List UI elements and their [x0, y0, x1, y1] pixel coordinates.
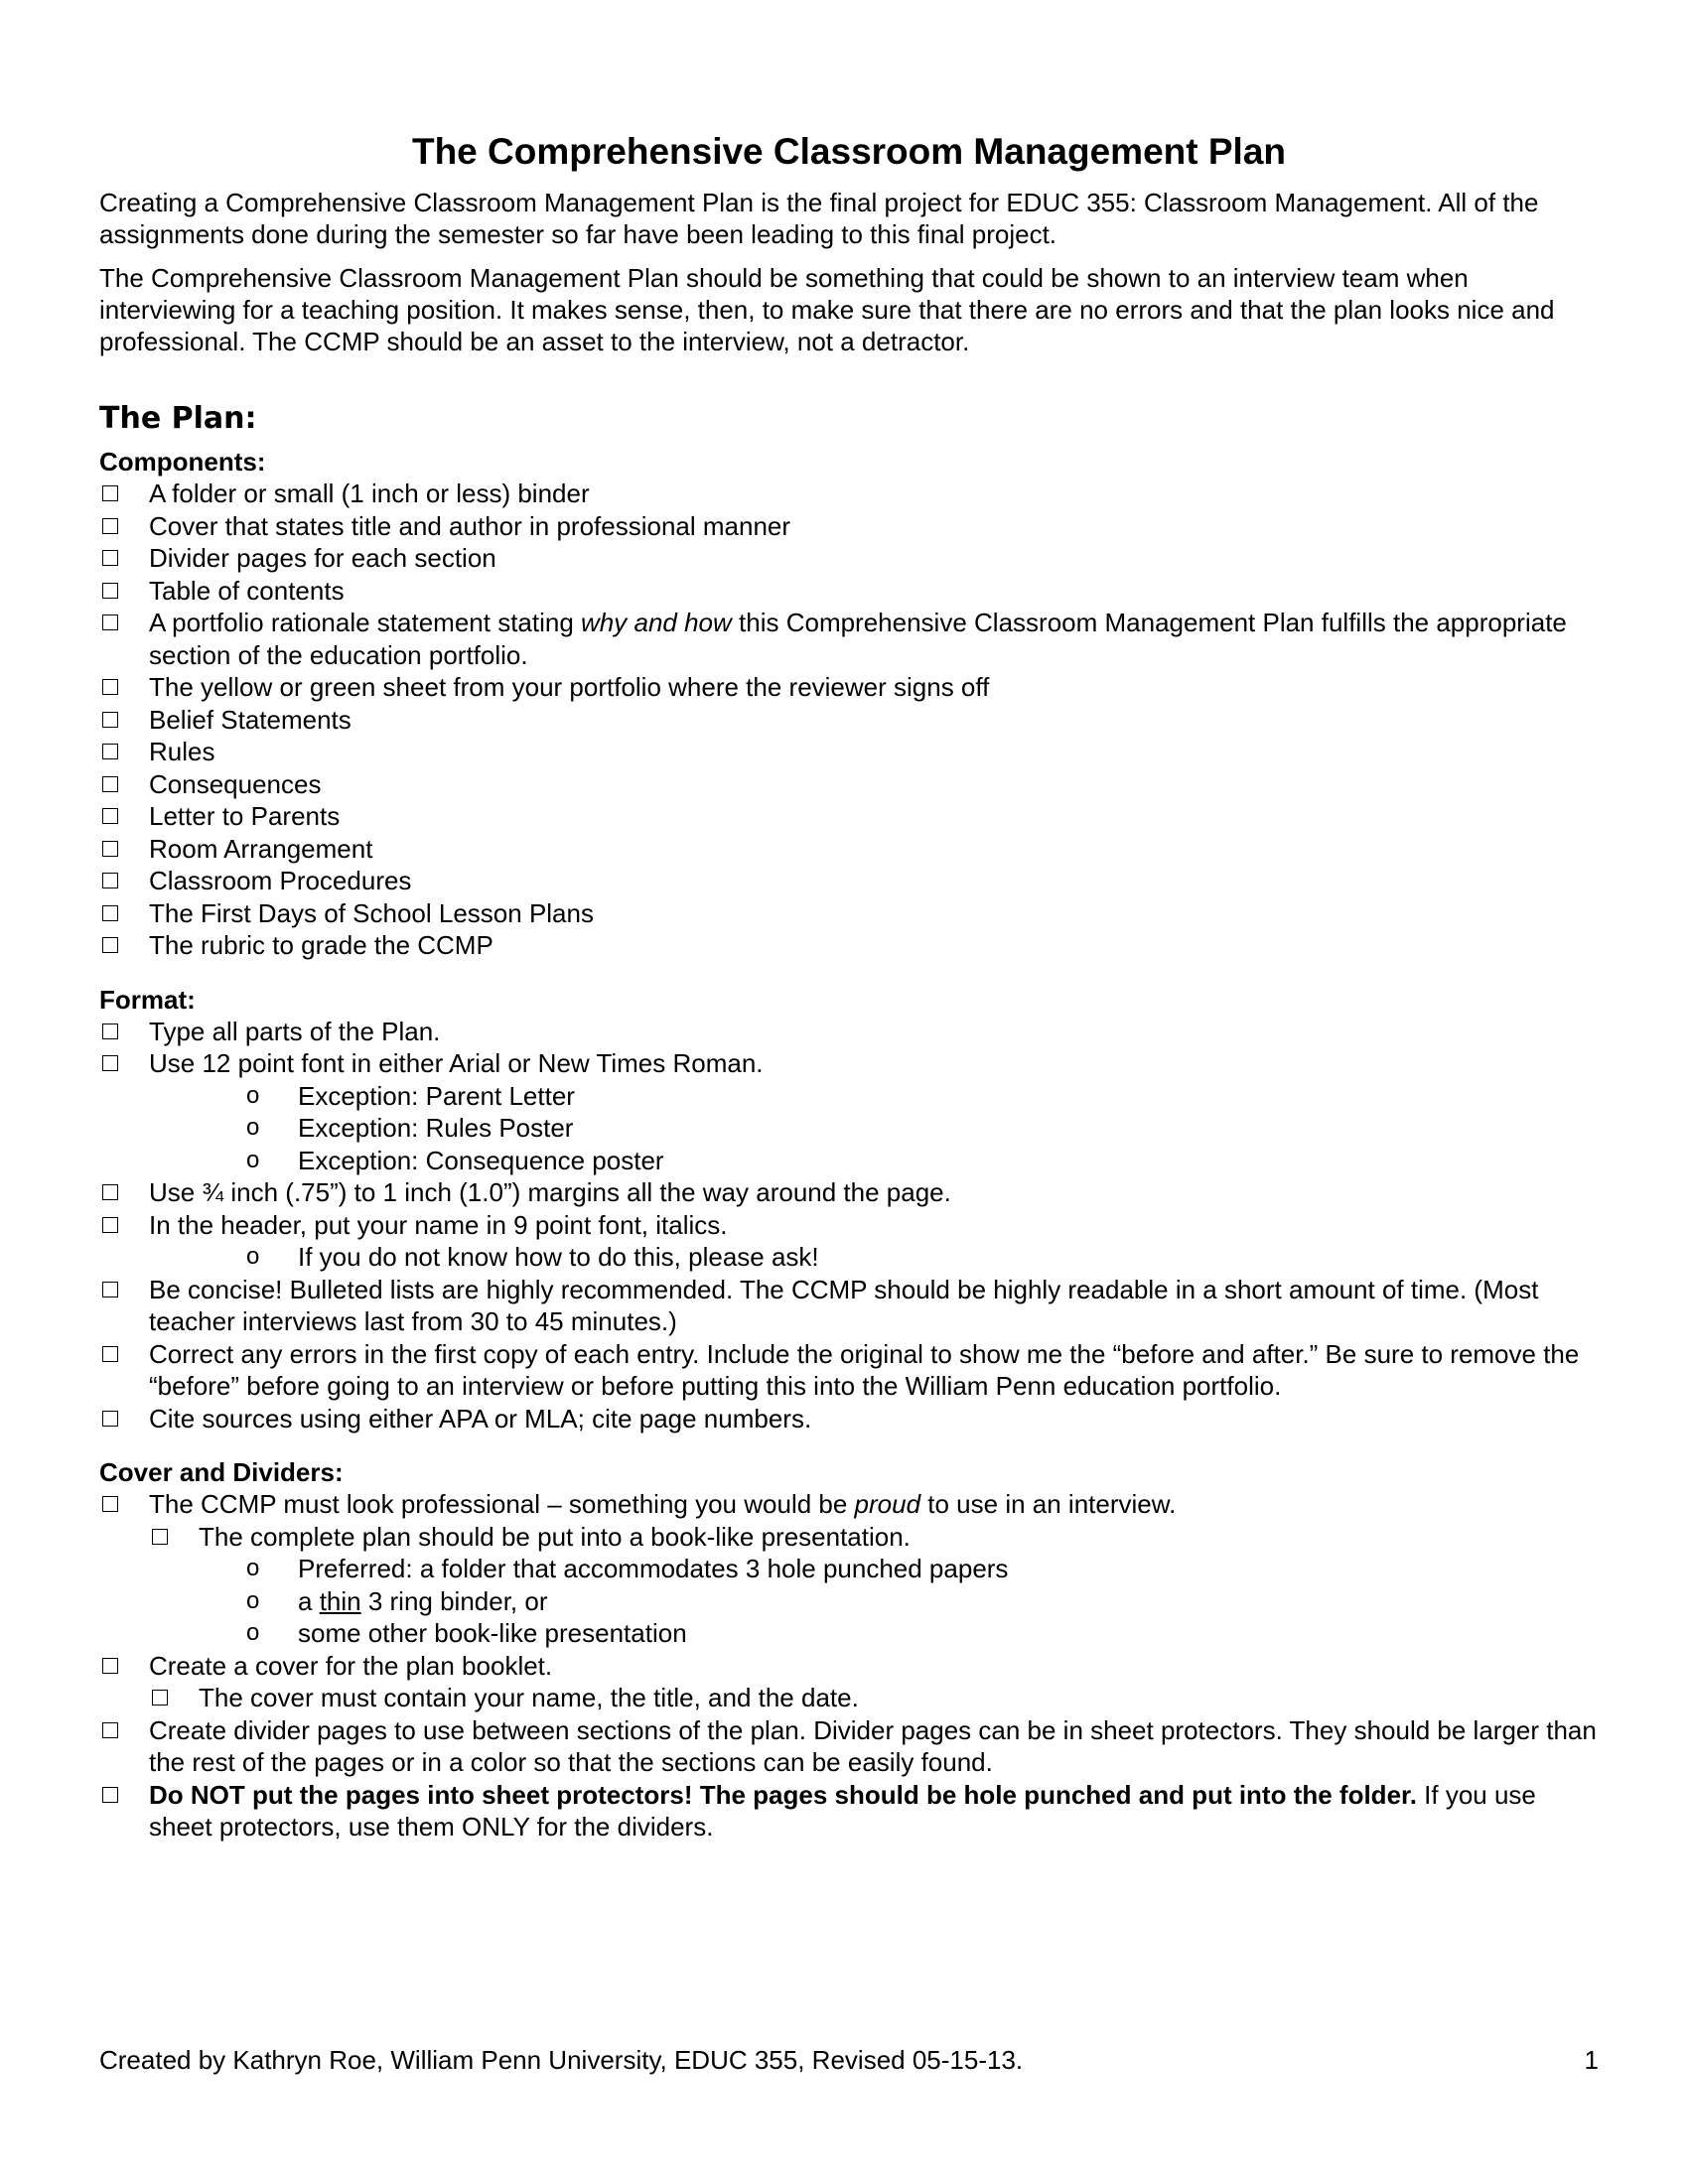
- document-title: The Comprehensive Classroom Management Plan: [411, 131, 1286, 172]
- sub-list-item: The cover must contain your name, the title, and the date.: [99, 1682, 1599, 1714]
- checkbox-icon[interactable]: [102, 1722, 118, 1738]
- list-item: A folder or small (1 inch or less) binder: [99, 478, 1599, 510]
- checkbox-icon[interactable]: [102, 1282, 118, 1297]
- circle-bullet-icon: o: [246, 1081, 260, 1109]
- list-item: Create divider pages to use between sections of the plan. Divider pages can be in sheet protectors. They should be larger than the rest of the pages or in a color so that the sections can be easily found.: [99, 1714, 1599, 1779]
- circle-bullet-icon: o: [246, 1146, 260, 1173]
- sub-bullet: o Exception: Consequence poster: [246, 1145, 664, 1175]
- checkbox-icon[interactable]: [102, 905, 118, 921]
- list-item: Do NOT put the pages into sheet protectors! The pages should be hole punched and put into the folder. If you use sheet protectors, use them ONLY for the dividers.: [99, 1779, 1599, 1843]
- list-item: Cover that states title and author in professional manner: [99, 510, 1599, 543]
- list-item: Cite sources using either APA or MLA; cite page numbers.: [99, 1403, 1599, 1435]
- page-footer: [99, 2045, 1599, 2076]
- checkbox-icon[interactable]: [102, 1658, 118, 1674]
- checkbox-icon[interactable]: [102, 1787, 118, 1803]
- list-item: Use ¾ inch (.75”) to 1 inch (1.0”) margins all the way around the page.: [99, 1176, 1599, 1209]
- format-heading: Format:: [99, 984, 196, 1015]
- checkbox-icon[interactable]: [102, 1411, 118, 1427]
- checkbox-icon[interactable]: [102, 550, 118, 566]
- list-item: Consequences: [99, 768, 1599, 801]
- checkbox-icon[interactable]: [102, 841, 118, 857]
- list-item: Table of contents: [99, 575, 1599, 608]
- document-page: [99, 131, 1599, 1843]
- sub-bullet: o Exception: Parent Letter: [246, 1080, 575, 1111]
- list-item: The yellow or green sheet from your portfolio where the reviewer signs off: [99, 671, 1599, 704]
- list-item: Letter to Parents: [99, 800, 1599, 833]
- intro-paragraph-1: Creating a Comprehensive Classroom Management Plan is the final project for EDUC 355: Classroom Management. All of the assignments done during the semester so far have been leading to this final project.: [99, 188, 1539, 249]
- checkbox-icon[interactable]: [102, 518, 118, 534]
- circle-bullet-icon: o: [246, 1243, 260, 1270]
- list-item: Room Arrangement: [99, 833, 1599, 866]
- checkbox-icon[interactable]: [102, 583, 118, 599]
- format-list: [99, 1016, 1599, 1080]
- list-item: Belief Statements: [99, 704, 1599, 737]
- list-item: Use 12 point font in either Arial or New Times Roman.: [99, 1047, 1599, 1080]
- circle-bullet-icon: o: [246, 1619, 260, 1646]
- components-list: [99, 478, 1599, 962]
- sub-bullet: o If you do not know how to do this, please ask!: [246, 1242, 819, 1272]
- circle-bullet-icon: o: [246, 1555, 260, 1581]
- list-item: A portfolio rationale statement stating why and how this Comprehensive Classroom Management Plan fulfills the appropriate section of the education portfolio.: [99, 607, 1599, 671]
- footer-credit: Created by Kathryn Roe, William Penn University, EDUC 355, Revised 05-15-13.: [99, 2045, 1024, 2075]
- intro-paragraph-2: The Comprehensive Classroom Management Plan should be something that could be shown to an interview team when interviewing for a teaching position. It makes sense, then, to make sure that there are no errors and that the plan looks nice and professional. The CCMP should be an asset to the interview, not a detractor.: [99, 263, 1555, 356]
- circle-bullet-icon: o: [246, 1586, 260, 1614]
- checkbox-icon[interactable]: [102, 1024, 118, 1039]
- checkbox-icon[interactable]: [102, 1346, 118, 1362]
- checkbox-icon[interactable]: [102, 1496, 118, 1512]
- list-item: The rubric to grade the CCMP: [99, 929, 1599, 962]
- checkbox-icon[interactable]: [102, 1184, 118, 1200]
- list-item: Rules: [99, 736, 1599, 768]
- checkbox-icon[interactable]: [102, 808, 118, 824]
- list-item: Be concise! Bulleted lists are highly recommended. The CCMP should be highly readable in a short amount of time. (Most teacher interviews last from 30 to 45 minutes.): [99, 1274, 1599, 1338]
- checkbox-icon[interactable]: [102, 937, 118, 953]
- list-item: Create a cover for the plan booklet.: [99, 1650, 1599, 1683]
- list-item: Classroom Procedures: [99, 865, 1599, 897]
- list-item: Divider pages for each section: [99, 542, 1599, 575]
- list-item: Correct any errors in the first copy of each entry. Include the original to show me the “before and after.” Be sure to remove the “before” before going to an interview or before putting this into the William Penn education portfolio.: [99, 1338, 1599, 1403]
- checkbox-icon[interactable]: [152, 1690, 168, 1706]
- list-item: The CCMP must look professional – something you would be proud to use in an interview.: [99, 1488, 1599, 1521]
- checkbox-icon[interactable]: [102, 1217, 118, 1233]
- list-item: In the header, put your name in 9 point font, italics.: [99, 1209, 1599, 1242]
- checkbox-icon[interactable]: [102, 712, 118, 728]
- components-heading: Components:: [99, 447, 266, 477]
- checkbox-icon[interactable]: [102, 614, 118, 630]
- cover-heading: Cover and Dividers:: [99, 1457, 344, 1487]
- plan-heading: The Plan:: [99, 401, 257, 436]
- checkbox-icon[interactable]: [102, 776, 118, 792]
- checkbox-icon[interactable]: [102, 485, 118, 501]
- sub-bullet: o Preferred: a folder that accommodates 3 hole punched papers: [246, 1554, 1009, 1583]
- checkbox-icon[interactable]: [102, 1055, 118, 1071]
- checkbox-icon[interactable]: [102, 744, 118, 759]
- list-item: The First Days of School Lesson Plans: [99, 897, 1599, 930]
- checkbox-icon[interactable]: [102, 873, 118, 888]
- sub-bullet: o Exception: Rules Poster: [246, 1113, 574, 1143]
- sub-list-item: The complete plan should be put into a book-like presentation.: [99, 1521, 1599, 1554]
- sub-bullet: o some other book-like presentation: [246, 1618, 687, 1648]
- page-number: 1: [1584, 2045, 1599, 2075]
- circle-bullet-icon: o: [246, 1114, 260, 1141]
- cover-list: [99, 1488, 1599, 1521]
- checkbox-icon[interactable]: [152, 1529, 168, 1545]
- sub-bullet: o a thin 3 ring binder, or: [246, 1585, 548, 1616]
- list-item: Type all parts of the Plan.: [99, 1016, 1599, 1048]
- checkbox-icon[interactable]: [102, 679, 118, 695]
